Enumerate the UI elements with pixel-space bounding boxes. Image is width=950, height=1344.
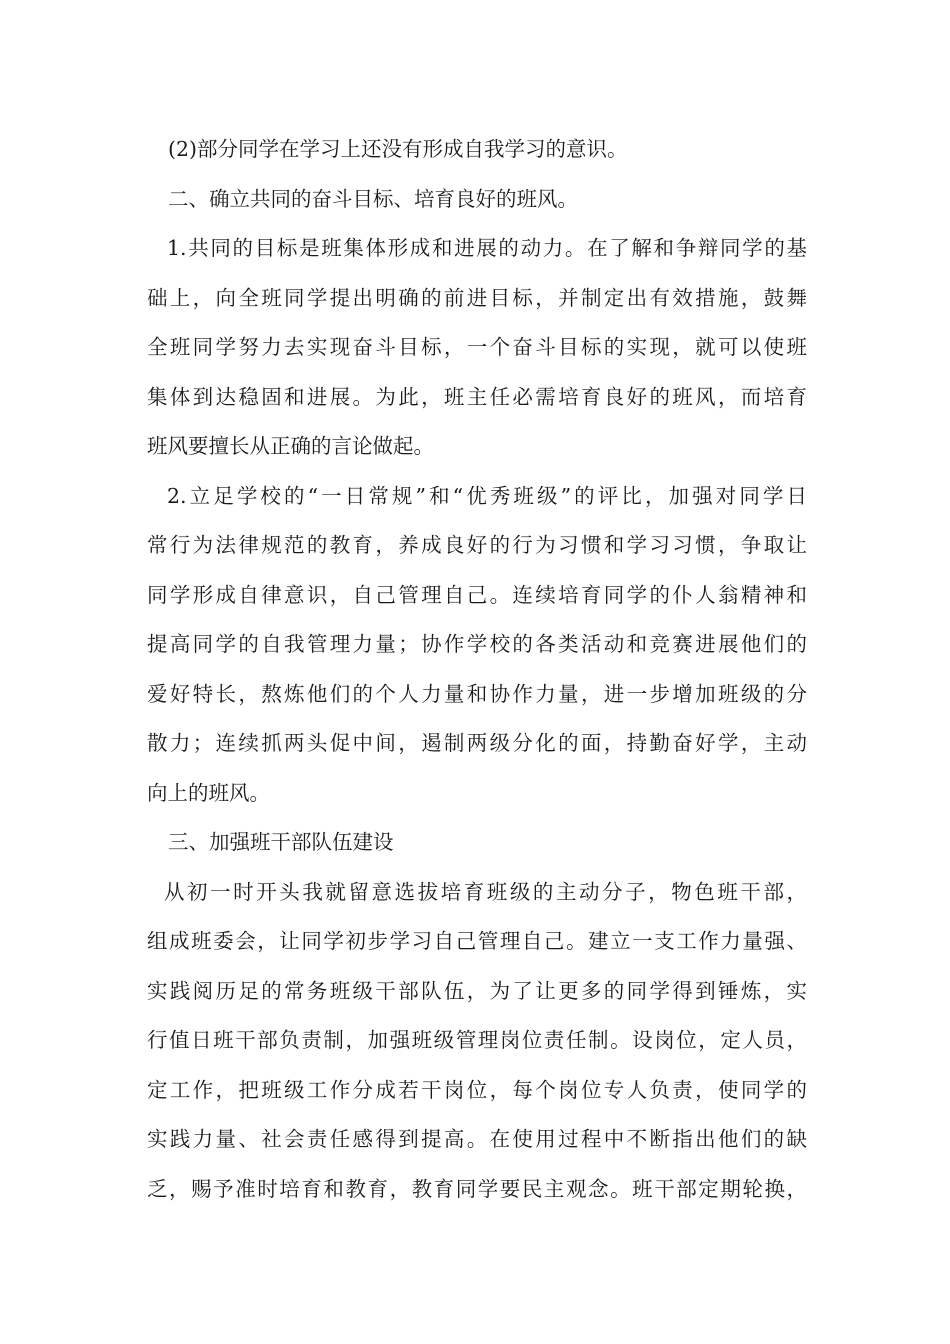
section-heading: 二、确立共同的奋斗目标、培育良好的班风。	[168, 186, 578, 211]
paragraph-line: 从初一时开头我就留意选拔培育班级的主动分子，物色班干部，	[164, 879, 807, 904]
paragraph-line: 同学形成自律意识，自己管理自己。连续培育同学的仆人翁精神和	[147, 582, 807, 607]
paragraph-line: 础上，向全班同学提出明确的前进目标，并制定出有效措施，鼓舞	[147, 285, 807, 310]
paragraph-line: 提高同学的自我管理力量；协作学校的各类活动和竞赛进展他们的	[147, 632, 807, 656]
document-body	[147, 125, 807, 1214]
paragraph-line: 集体到达稳固和进展。为此，班主任必需培育良好的班风，而培育	[147, 384, 807, 409]
paragraph-line: (2)部分同学在学习上还没有形成自我学习的意识。	[168, 137, 628, 161]
section-heading: 三、加强班干部队伍建设	[168, 830, 394, 854]
paragraph-line: 1.共同的目标是班集体形成和进展的动力。在了解和争辩同学的基	[167, 236, 807, 260]
paragraph-line: 实践阅历足的常务班级干部队伍，为了让更多的同学得到锤炼，实	[147, 978, 807, 1003]
paragraph-line: 组成班委会，让同学初步学习自己管理自己。建立一支工作力量强、	[147, 929, 807, 953]
paragraph-line: 散力；连续抓两头促中间，遏制两级分化的面，持勤奋好学，主动	[147, 731, 807, 755]
paragraph-line: 常行为法律规范的教育，养成良好的行为习惯和学习习惯，争取让	[147, 533, 807, 557]
paragraph-line: 实践力量、社会责任感得到提高。在使用过程中不断指出他们的缺	[147, 1127, 807, 1151]
paragraph-line: 班风要擅长从正确的言论做起。	[147, 434, 434, 458]
paragraph-line: 乏，赐予准时培育和教育，教育同学要民主观念。班干部定期轮换，	[147, 1176, 807, 1201]
paragraph-line: 定工作，把班级工作分成若干岗位，每个岗位专人负责，使同学的	[147, 1077, 807, 1102]
paragraph-line: 全班同学努力去实现奋斗目标，一个奋斗目标的实现，就可以使班	[147, 335, 807, 359]
paragraph-line: 2.立足学校的“一日常规”和“优秀班级”的评比，加强对同学日	[167, 483, 807, 508]
paragraph-line: 爱好特长，熬炼他们的个人力量和协作力量，进一步增加班级的分	[147, 681, 807, 706]
paragraph-line: 向上的班风。	[147, 780, 270, 805]
paragraph-line: 行值日班干部负责制，加强班级管理岗位责任制。设岗位，定人员，	[147, 1028, 807, 1052]
